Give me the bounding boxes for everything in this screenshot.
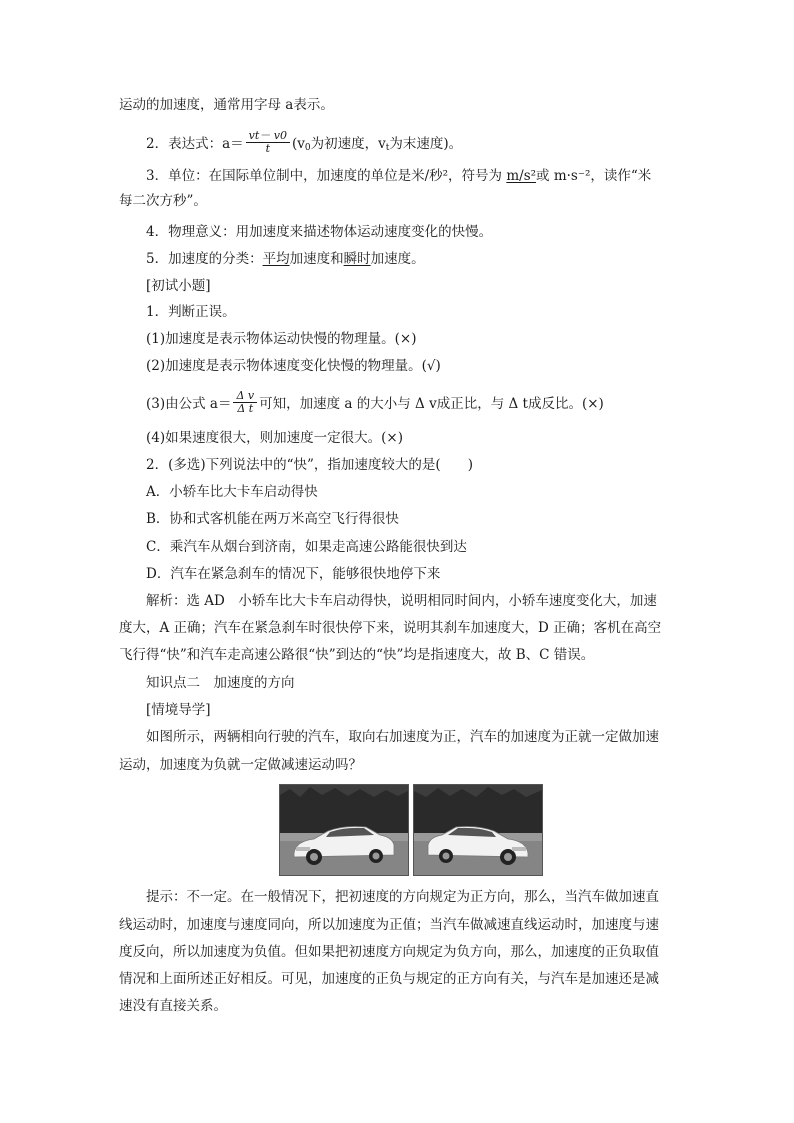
acceleration-fraction (246, 130, 290, 155)
car-photo-left (279, 784, 409, 876)
fraction-numerator: vt－ v0 (246, 130, 290, 143)
text-run: 或 m·s⁻²，读作“米 (536, 168, 652, 184)
question-item (146, 389, 676, 417)
text-line: 如图所示，两辆相向行驶的汽车，取向右加速度为正，汽车的加速度为正就一定做加速 (146, 729, 659, 745)
text-line: 运动的加速度，通常用字母 a表示。 (119, 97, 334, 113)
subscript: t (385, 143, 390, 153)
subscript: 0 (304, 143, 311, 153)
text-line (146, 251, 676, 268)
text-line: 运动，加速度为负就一定做减速运动吗？ (119, 757, 362, 773)
text-line: 每二次方秒”。 (119, 193, 207, 209)
hint-text: 线运动时，加速度与速度同向，所以加速度为正值；当汽车做减速直线运动时，加速度与速 (119, 917, 659, 933)
choice-a: A．小轿车比大卡车启动得快 (146, 484, 318, 500)
question-heading: 2．(多选)下列说法中的“快”，指加速度较大的是( ) (146, 457, 473, 473)
text-run: 可知，加速度 a 的大小与 Δ v成正比，与 Δ t成反比。(×) (259, 396, 604, 412)
hint-text: 度反向，所以加速度为负值。但如果把初速度方向规定为负方向，那么，加速度的正负取值 (119, 944, 659, 960)
underlined-answer: 瞬时 (343, 251, 371, 267)
hint-text: 情况和上面所述正好相反。可见，加速度的正负与规定的正方向有关，与汽车是加速还是减 (119, 971, 659, 987)
question-heading: 1．判断正误。 (146, 304, 236, 320)
choice-b: B．协和式客机能在两万米高空飞行得很快 (146, 511, 399, 527)
fraction-denominator: t (265, 142, 271, 155)
text-line (146, 168, 676, 185)
fraction-numerator: Δ v (233, 390, 257, 403)
formula-note: 为初速度，v (310, 136, 386, 152)
text-run: 3．单位：在国际单位制中，加速度的单位是米/秒²，符号为 (146, 168, 507, 184)
text-run: (3)由公式 a＝ (146, 396, 232, 412)
car-photo-right (413, 784, 543, 876)
text-run: 5．加速度的分类： (146, 251, 263, 267)
fraction-denominator: Δ t (237, 402, 254, 415)
hint-text: 速没有直接关系。 (119, 998, 227, 1014)
formula-note: (v (292, 136, 305, 152)
text-run: 加速度和 (289, 251, 344, 267)
question-item: (2)加速度是表示物体速度变化快慢的物理量。(√) (146, 358, 441, 374)
delta-fraction (233, 390, 257, 415)
underlined-answer: m/s² (506, 168, 537, 184)
choice-d: D．汽车在紧急刹车的情况下，能够很快地停下来 (146, 566, 441, 582)
formula-note: 为末速度)。 (389, 136, 463, 152)
formula-label: 2．表达式：a＝ (146, 136, 244, 152)
choice-c: C．乘汽车从烟台到济南，如果走高速公路能很快到达 (146, 539, 467, 555)
underlined-answer: 平均 (262, 251, 290, 267)
hint-text: 提示：不一定。在一般情况下，把初速度的方向规定为正方向，那么，当汽车做加速直 (146, 889, 659, 905)
analysis-text: 飞行得“快”和汽车走高速公路很“快”到达的“快”均是指速度大，故 B、C 错误。 (119, 647, 595, 663)
section-label: [情境导学] (146, 702, 211, 718)
knowledge-point-heading: 知识点二 加速度的方向 (146, 675, 295, 691)
analysis-text: 度大，A 正确；汽车在紧急刹车时很快停下来，说明其刹车加速度大，D 正确；客机在高空 (119, 620, 662, 636)
section-label: [初试小题] (146, 278, 211, 294)
question-item: (4)如果速度很大，则加速度一定很大。(×) (146, 430, 403, 446)
question-item: (1)加速度是表示物体运动快慢的物理量。(×) (146, 331, 417, 347)
text-run: 加速度。 (370, 251, 425, 267)
text-line: 4．物理意义：用加速度来描述物体运动速度变化的快慢。 (146, 224, 493, 240)
formula-line (146, 129, 676, 157)
analysis-text: 解析：选 AD 小轿车比大卡车启动得快，说明相同时间内，小轿车速度变化大，加速 (146, 593, 657, 609)
